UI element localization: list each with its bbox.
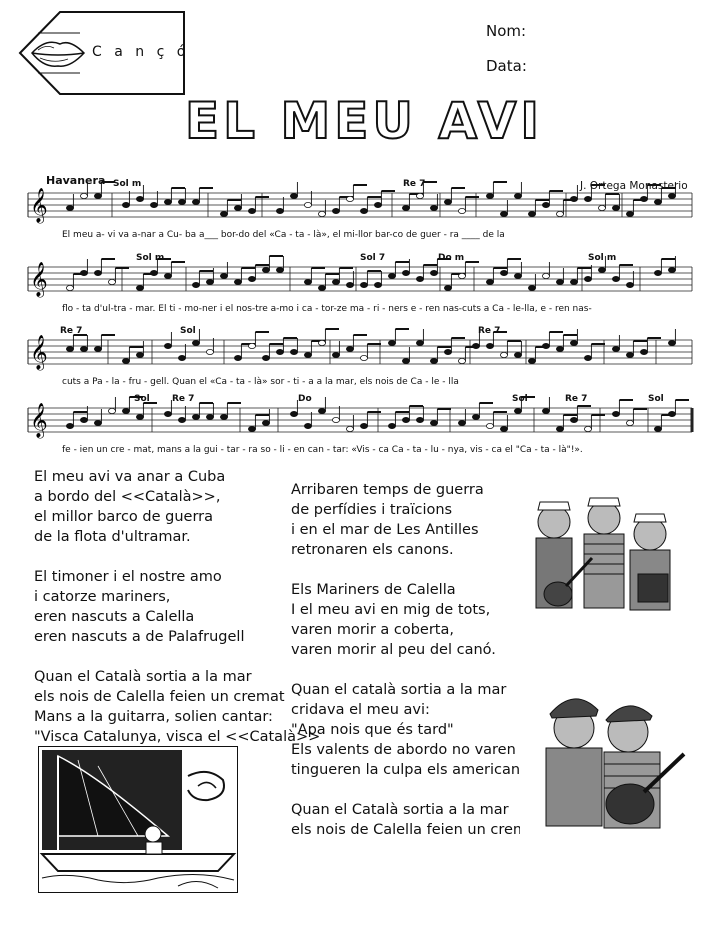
- note-icon: [122, 408, 129, 413]
- note-icon: [346, 426, 353, 431]
- note-icon: [290, 349, 297, 354]
- note-icon: [640, 196, 647, 201]
- note-icon: [668, 193, 675, 198]
- note-icon: [416, 193, 423, 198]
- note-icon: [388, 340, 395, 345]
- note-icon: [486, 279, 493, 284]
- note-icon: [444, 349, 451, 354]
- note-icon: [318, 408, 325, 413]
- note-icon: [570, 279, 577, 284]
- note-icon: [402, 270, 409, 275]
- verse-right-line: els nois de Calella feien un cremat.: [291, 822, 547, 838]
- verse-left-line: [34, 547, 320, 567]
- note-icon: [276, 267, 283, 272]
- note-icon: [500, 270, 507, 275]
- chord-label: Re 7: [172, 394, 195, 404]
- note-icon: [80, 346, 87, 351]
- verse-right-line: Quan el Català sortia a la mar: [291, 802, 509, 818]
- note-icon: [80, 193, 87, 198]
- note-icon: [332, 208, 339, 213]
- note-icon: [276, 349, 283, 354]
- note-icon: [304, 423, 311, 428]
- lyric-line: flo - ta d'ul-tra - mar. El ti - mo-ner i el nos-tre a-mo i ca - tor-ze ma - ri - ners e - ren nas-cuts a Ca - le-lla, e - ren nas-: [62, 304, 592, 314]
- note-icon: [360, 355, 367, 360]
- note-icon: [444, 199, 451, 204]
- note-icon: [402, 205, 409, 210]
- verse-left-line: i catorze mariners,: [34, 589, 171, 605]
- treble-clef-icon: 𝄞: [30, 335, 48, 370]
- verse-left-line: Mans a la guitarra, solien cantar:: [34, 709, 273, 725]
- note-icon: [248, 426, 255, 431]
- note-icon: [612, 205, 619, 210]
- logo-label: C a n ç ó: [92, 44, 190, 60]
- name-label: Nom:: [486, 22, 527, 40]
- verse-left-line: El meu avi va anar a Cuba: [34, 469, 226, 485]
- note-icon: [66, 285, 73, 290]
- note-icon: [290, 411, 297, 416]
- verse-left-line: a bordo del <<Català>>,: [34, 489, 221, 505]
- note-icon: [136, 414, 143, 419]
- note-icon: [430, 358, 437, 363]
- chord-label: Sol m: [136, 253, 165, 263]
- note-icon: [94, 420, 101, 425]
- note-icon: [514, 273, 521, 278]
- verse-right-line: cridava el meu avi:: [291, 702, 430, 718]
- sheet-music: [0, 0, 728, 470]
- note-icon: [640, 349, 647, 354]
- note-icon: [430, 420, 437, 425]
- note-icon: [150, 202, 157, 207]
- verse-right-line: i en el mar de Les Antilles: [291, 522, 479, 538]
- note-icon: [332, 279, 339, 284]
- note-icon: [416, 340, 423, 345]
- note-icon: [234, 205, 241, 210]
- note-icon: [206, 349, 213, 354]
- note-icon: [402, 417, 409, 422]
- note-icon: [570, 340, 577, 345]
- note-icon: [626, 211, 633, 216]
- verse-right-line: [291, 560, 546, 580]
- note-icon: [542, 343, 549, 348]
- note-icon: [416, 276, 423, 281]
- composer: J. Ortega Monasterio: [580, 180, 688, 192]
- note-icon: [220, 211, 227, 216]
- note-icon: [136, 285, 143, 290]
- note-icon: [192, 414, 199, 419]
- note-icon: [304, 352, 311, 357]
- verse-right-line: varen morir al peu del canó.: [291, 642, 496, 658]
- note-icon: [626, 352, 633, 357]
- note-icon: [472, 414, 479, 419]
- treble-clef-icon: 𝄞: [30, 403, 48, 438]
- note-icon: [178, 417, 185, 422]
- note-icon: [304, 279, 311, 284]
- verse-left-line: "Visca Catalunya, visca el <<Català>>: [34, 729, 321, 745]
- note-icon: [94, 270, 101, 275]
- note-icon: [570, 417, 577, 422]
- verse-right-line: [291, 660, 546, 680]
- note-icon: [514, 408, 521, 413]
- note-icon: [668, 411, 675, 416]
- note-icon: [556, 211, 563, 216]
- note-icon: [360, 423, 367, 428]
- verse-right-line: Arribaren temps de guerra: [291, 482, 484, 498]
- note-icon: [500, 426, 507, 431]
- note-icon: [416, 417, 423, 422]
- guitar-sailors-image: [520, 676, 690, 836]
- note-icon: [164, 273, 171, 278]
- note-icon: [262, 420, 269, 425]
- note-icon: [668, 340, 675, 345]
- verse-left-line: eren nascuts a de Palafrugell: [34, 629, 245, 645]
- note-icon: [234, 355, 241, 360]
- note-icon: [94, 193, 101, 198]
- note-icon: [332, 417, 339, 422]
- verse-right-line: Els valents de abordo no varen tor: [291, 742, 541, 758]
- verse-left-line: Quan el Català sortia a la mar: [34, 669, 252, 685]
- chord-label: Sol: [648, 394, 664, 404]
- date-label: Data:: [486, 57, 527, 75]
- note-icon: [66, 346, 73, 351]
- chord-label: Re 7: [565, 394, 588, 404]
- verse-right-line: varen morir a coberta,: [291, 622, 454, 638]
- note-icon: [444, 285, 451, 290]
- note-icon: [164, 411, 171, 416]
- note-icon: [374, 282, 381, 287]
- chord-label: Re 7: [478, 326, 501, 336]
- chord-label: Sol: [134, 394, 150, 404]
- chord-label: Sol 7: [360, 253, 386, 263]
- note-icon: [388, 273, 395, 278]
- note-icon: [654, 426, 661, 431]
- note-icon: [360, 208, 367, 213]
- note-icon: [584, 426, 591, 431]
- note-icon: [598, 205, 605, 210]
- note-icon: [612, 411, 619, 416]
- verse-right-line: de perfídies i traïcions: [291, 502, 453, 518]
- note-icon: [584, 355, 591, 360]
- note-icon: [248, 208, 255, 213]
- chord-label: Sol: [512, 394, 528, 404]
- verse-left-line: eren nascuts a Calella: [34, 609, 195, 625]
- note-icon: [206, 279, 213, 284]
- note-icon: [528, 358, 535, 363]
- note-icon: [500, 211, 507, 216]
- note-icon: [248, 343, 255, 348]
- note-icon: [66, 205, 73, 210]
- note-icon: [136, 196, 143, 201]
- note-icon: [150, 270, 157, 275]
- note-icon: [108, 408, 115, 413]
- verse-right-line: tingueren la culpa els americans.: [291, 762, 533, 778]
- note-icon: [626, 282, 633, 287]
- note-icon: [626, 420, 633, 425]
- note-icon: [556, 426, 563, 431]
- note-icon: [192, 282, 199, 287]
- note-icon: [122, 358, 129, 363]
- note-icon: [528, 211, 535, 216]
- note-icon: [262, 267, 269, 272]
- note-icon: [80, 270, 87, 275]
- note-icon: [192, 199, 199, 204]
- note-icon: [458, 358, 465, 363]
- note-icon: [136, 352, 143, 357]
- note-icon: [80, 417, 87, 422]
- verse-right-line: retronaren els canons.: [291, 542, 454, 558]
- note-icon: [374, 202, 381, 207]
- lyric-line: El meu a- vi va a-nar a Cu- ba a___ bor-do del «Ca - ta - là», el mi-llor bar-co de guer - ra ____ de la: [62, 230, 505, 240]
- verse-right-line: "Apa nois que és tard": [291, 722, 454, 738]
- verse-left-line: el millor barco de guerra: [34, 509, 213, 525]
- sailboat-image: [38, 746, 238, 893]
- note-icon: [542, 408, 549, 413]
- chord-label: Sol m: [113, 179, 142, 189]
- note-icon: [66, 423, 73, 428]
- note-icon: [556, 279, 563, 284]
- note-icon: [514, 193, 521, 198]
- note-icon: [164, 199, 171, 204]
- style-label: Havanera: [46, 174, 106, 187]
- note-icon: [178, 355, 185, 360]
- verses-left: [34, 467, 320, 747]
- note-icon: [164, 343, 171, 348]
- note-icon: [654, 199, 661, 204]
- note-icon: [570, 196, 577, 201]
- note-icon: [430, 270, 437, 275]
- note-icon: [668, 267, 675, 272]
- note-icon: [458, 208, 465, 213]
- note-icon: [276, 208, 283, 213]
- note-icon: [612, 346, 619, 351]
- note-icon: [220, 273, 227, 278]
- chord-label: Do m: [438, 253, 465, 263]
- note-icon: [542, 273, 549, 278]
- note-icon: [528, 285, 535, 290]
- note-icon: [220, 414, 227, 419]
- verse-right-line: [291, 780, 546, 800]
- note-icon: [486, 423, 493, 428]
- note-icon: [598, 267, 605, 272]
- note-icon: [514, 352, 521, 357]
- note-icon: [584, 196, 591, 201]
- note-icon: [556, 346, 563, 351]
- note-icon: [248, 276, 255, 281]
- note-icon: [122, 202, 129, 207]
- note-icon: [318, 211, 325, 216]
- treble-clef-icon: 𝄞: [30, 188, 48, 223]
- verse-right-line: Els Mariners de Calella: [291, 582, 456, 598]
- note-icon: [94, 346, 101, 351]
- chord-label: Sol: [180, 326, 196, 336]
- note-icon: [318, 285, 325, 290]
- verse-left-line: [34, 647, 320, 667]
- note-icon: [612, 276, 619, 281]
- note-icon: [430, 205, 437, 210]
- lyric-line: fe - ien un cre - mat, mans a la gui - tar - ra so - li - en can - tar: «Vis - ca Ca - ta - lu - nya, vis - ca el "Ca - ta - là"!».: [62, 445, 583, 455]
- chord-label: Do: [298, 394, 312, 404]
- chord-label: Re 7: [60, 326, 83, 336]
- verse-left-line: El timoner i el nostre amo: [34, 569, 222, 585]
- verse-left-line: de la flota d'ultramar.: [34, 529, 191, 545]
- verse-right-line: Quan el català sortia a la mar: [291, 682, 507, 698]
- note-icon: [346, 196, 353, 201]
- note-icon: [458, 273, 465, 278]
- note-icon: [584, 276, 591, 281]
- note-icon: [486, 343, 493, 348]
- note-icon: [402, 358, 409, 363]
- note-icon: [304, 202, 311, 207]
- note-icon: [486, 193, 493, 198]
- note-icon: [318, 340, 325, 345]
- note-icon: [500, 352, 507, 357]
- note-icon: [234, 279, 241, 284]
- verse-right-line: I el meu avi en mig de tots,: [291, 602, 491, 618]
- chord-label: Sol m: [588, 253, 617, 263]
- note-icon: [346, 346, 353, 351]
- note-icon: [262, 355, 269, 360]
- note-icon: [542, 202, 549, 207]
- note-icon: [458, 420, 465, 425]
- note-icon: [108, 279, 115, 284]
- note-icon: [178, 199, 185, 204]
- verses-right: [291, 480, 546, 840]
- song-title: EL MEU AVI: [185, 92, 543, 150]
- note-icon: [192, 340, 199, 345]
- chord-label: Re 7: [403, 179, 426, 189]
- note-icon: [206, 414, 213, 419]
- note-icon: [290, 193, 297, 198]
- treble-clef-icon: 𝄞: [30, 262, 48, 297]
- note-icon: [654, 270, 661, 275]
- lyric-line: cuts a Pa - la - fru - gell. Quan el «Ca - ta - là» sor - ti - a a la mar, els nois de Ca - le - lla: [62, 377, 459, 387]
- verse-left-line: els nois de Calella feien un cremat: [34, 689, 285, 705]
- singing-sailors-image: [518, 482, 688, 624]
- note-icon: [332, 352, 339, 357]
- note-icon: [388, 423, 395, 428]
- note-icon: [360, 282, 367, 287]
- note-icon: [346, 282, 353, 287]
- note-icon: [472, 343, 479, 348]
